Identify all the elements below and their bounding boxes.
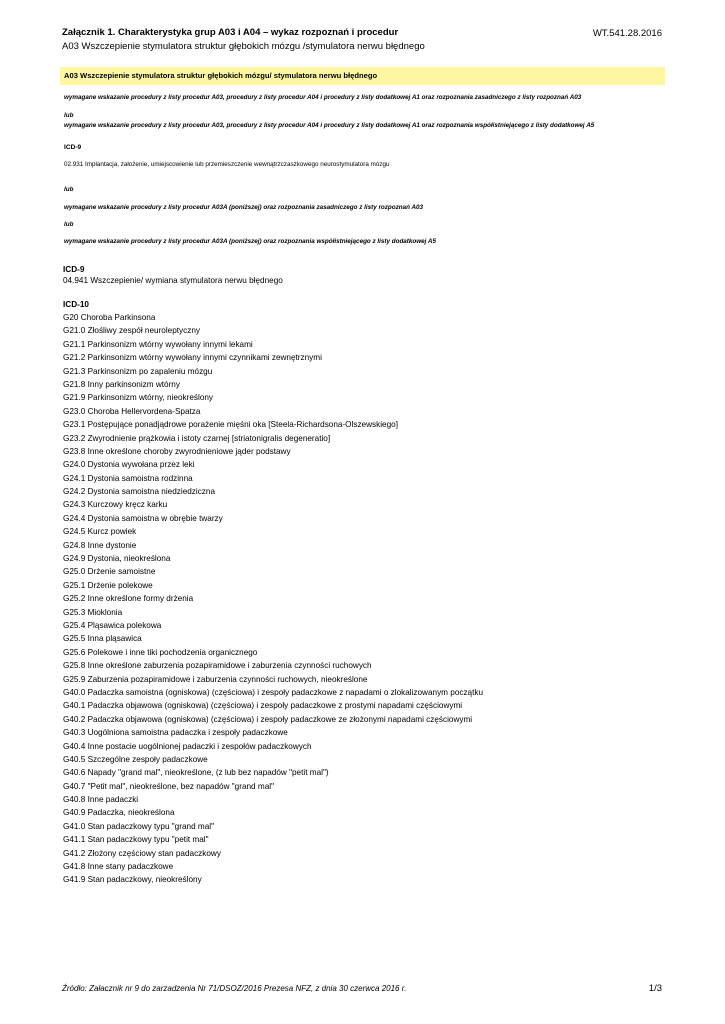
icd10-code-item: G24.3 Kurczowy kręcz karku xyxy=(63,500,168,510)
document-subtitle: A03 Wszczepienie stymulatora struktur głębokich mózgu /stymulatora nerwu błędnego xyxy=(62,41,425,52)
icd10-code-item: G25.1 Drżenie polekowe xyxy=(63,580,153,590)
icd10-code-list xyxy=(60,311,665,887)
icd10-code-item: G23.2 Zwyrodnienie prążkowia i istoty czarnej [striatonigralis degeneratio] xyxy=(63,433,331,443)
icd9-procedure-a: 02.931 Implantacja, założenie, umiejscowienie lub przemieszczenie wewnątrzczaszkowego neurostymulatora mózgu xyxy=(64,161,390,168)
icd9-label-a: ICD-9 xyxy=(64,144,82,151)
icd10-code-item: G21.9 Parkinsonizm wtórny, nieokreślony xyxy=(63,393,214,403)
icd10-code-item: G20 Choroba Parkinsona xyxy=(63,313,156,322)
icd10-code-item: G25.6 Polekowe i inne tiki pochodzenia organicznego xyxy=(63,647,258,657)
icd10-code-item: G23.1 Postępujące ponadjądrowe porażenie mięśni oka [Steela-Richardsona-Olszewskiego] xyxy=(63,420,398,430)
icd10-code-item: G40.4 Inne postacie uogólnionej padaczki i zespołów padaczkowych xyxy=(63,741,312,751)
icd10-code-item: G21.1 Parkinsonizm wtórny wywołany innymi lekami xyxy=(63,339,253,349)
requirement-3: wymagane wskazanie procedury z listy procedur A03A (poniższej) oraz rozpoznania zasadniczego z listy rozpoznań A03 xyxy=(64,204,424,211)
icd10-code-item: G25.3 Mioklonia xyxy=(63,607,123,617)
icd10-code-item: G41.1 Stan padaczkowy typu "petit mal" xyxy=(63,835,209,845)
icd10-code-item: G21.3 Parkinsonizm po zapaleniu mózgu xyxy=(63,366,213,376)
icd10-code-item: G24.1 Dystonia samoistna rodzinna xyxy=(63,473,193,483)
icd10-code-item: G24.5 Kurcz powiek xyxy=(63,527,137,537)
icd10-code-item: G40.7 "Petit mal", nieokreślone, bez napadów "grand mal" xyxy=(63,781,274,791)
icd10-code-item: G23.8 Inne określone choroby zwyrodnieniowe jąder podstawy xyxy=(63,446,291,456)
icd9-label-b: ICD-9 xyxy=(63,265,85,274)
page-number: 1/3 xyxy=(648,983,662,994)
icd10-code-item: G24.2 Dystonia samoistna niedziedziczna xyxy=(63,487,216,497)
section-banner: A03 Wszczepienie stymulatora struktur głębokich mózgu/ stymulatora nerwu błędnego xyxy=(60,67,665,85)
icd10-code-item: G40.0 Padaczka samoistna (ogniskowa) (częściowa) i zespoły padaczkowe z napadami o zlokalizowanym początku xyxy=(63,687,484,697)
icd10-code-item: G41.9 Stan padaczkowy, nieokreślony xyxy=(63,875,202,885)
icd10-code-item: G25.2 Inne określone formy drżenia xyxy=(63,594,194,604)
icd10-code-item: G41.2 Złożony częściowy stan padaczkowy xyxy=(63,848,221,858)
icd10-code-item: G25.8 Inne określone zaburzenia pozapiramidowe i zaburzenia czynności ruchowych xyxy=(63,661,372,671)
icd10-code-item: G40.9 Padaczka, nieokreślona xyxy=(63,808,175,818)
icd10-code-item: G25.5 Inna pląsawica xyxy=(63,634,142,644)
document-reference-number: WT.541.28.2016 xyxy=(592,28,662,39)
icd10-code-item: G25.4 Pląsawica polekowa xyxy=(63,620,162,630)
document-title: Załącznik 1. Charakterystyka grup A03 i A04 – wykaz rozpoznań i procedur xyxy=(62,27,399,38)
requirement-2: wymagane wskazanie procedury z listy procedur A03, procedury z listy procedur A04 i procedury z listy dodatkowej A1 oraz rozpoznania współistniejącego z listy dodatkowej A5 xyxy=(64,122,595,129)
icd10-label: ICD-10 xyxy=(63,300,89,309)
icd10-code-item: G21.2 Parkinsonizm wtórny wywołany innymi czynnikami zewnętrznymi xyxy=(63,353,322,363)
or-separator-1: lub xyxy=(64,112,74,119)
icd10-code-item: G41.8 Inne stany padaczkowe xyxy=(63,862,174,872)
icd10-code-item: G40.3 Uogólniona samoistna padaczka i zespoły padaczkowe xyxy=(63,728,288,738)
icd10-code-item: G25.0 Drżenie samoistne xyxy=(63,567,156,577)
icd10-code-item: G24.4 Dystonia samoistna w obrębie twarzy xyxy=(63,513,223,523)
icd10-code-item: G24.9 Dystonia, nieokreślona xyxy=(63,554,171,564)
icd10-code-item: G21.0 Złośliwy zespół neuroleptyczny xyxy=(63,326,200,336)
requirement-1: wymagane wskazanie procedury z listy procedur A03, procedury z listy procedur A04 i procedury z listy dodatkowej A1 oraz rozpoznania zasadniczego z listy rozpoznań A03 xyxy=(64,94,582,101)
icd10-code-item: G41.0 Stan padaczkowy typu "grand mal" xyxy=(63,821,214,831)
or-separator-3: lub xyxy=(64,221,74,228)
requirement-4: wymagane wskazanie procedury z listy procedur A03A (poniższej) oraz rozpoznania współistniejącego z listy dodatkowej A5 xyxy=(64,238,436,245)
icd10-code-item: G40.1 Padaczka objawowa (ogniskowa) (częściowa) i zespoły padaczkowe z prostymi napadami częściowymi xyxy=(63,701,463,711)
icd10-code-item: G24.8 Inne dystonie xyxy=(63,540,137,550)
icd10-code-item: G23.0 Choroba Hellervordena-Spatza xyxy=(63,406,201,416)
icd10-code-item: G25.9 Zaburzenia pozapiramidowe i zaburzenia czynności ruchowych, nieokreślone xyxy=(63,674,368,684)
icd10-code-item: G24.0 Dystonia wywołana przez leki xyxy=(63,460,195,470)
document-body xyxy=(60,67,665,887)
icd10-code-item: G40.6 Napady "grand mal", nieokreślone, (z lub bez napadów "petit mal") xyxy=(63,768,329,778)
icd10-code-item: G21.8 Inny parkinsonizm wtórny xyxy=(63,379,180,389)
icd10-code-item: G40.5 Szczególne zespoły padaczkowe xyxy=(63,754,208,764)
icd10-code-item: G40.2 Padaczka objawowa (ogniskowa) (częściowa) i zespoły padaczkowe ze złożonymi napadami częściowymi xyxy=(63,714,473,724)
or-separator-2: lub xyxy=(64,186,74,193)
icd10-code-item: G40.8 Inne padaczki xyxy=(63,795,139,805)
icd9-procedure-b: 04.941 Wszczepienie/ wymiana stymulatora nerwu błędnego xyxy=(63,276,283,285)
footer-source: Źródło: Załacznik nr 9 do zarzadzenia Nr 71/DSOZ/2016 Prezesa NFZ, z dnia 30 czerwca 2016 r. xyxy=(62,984,407,993)
